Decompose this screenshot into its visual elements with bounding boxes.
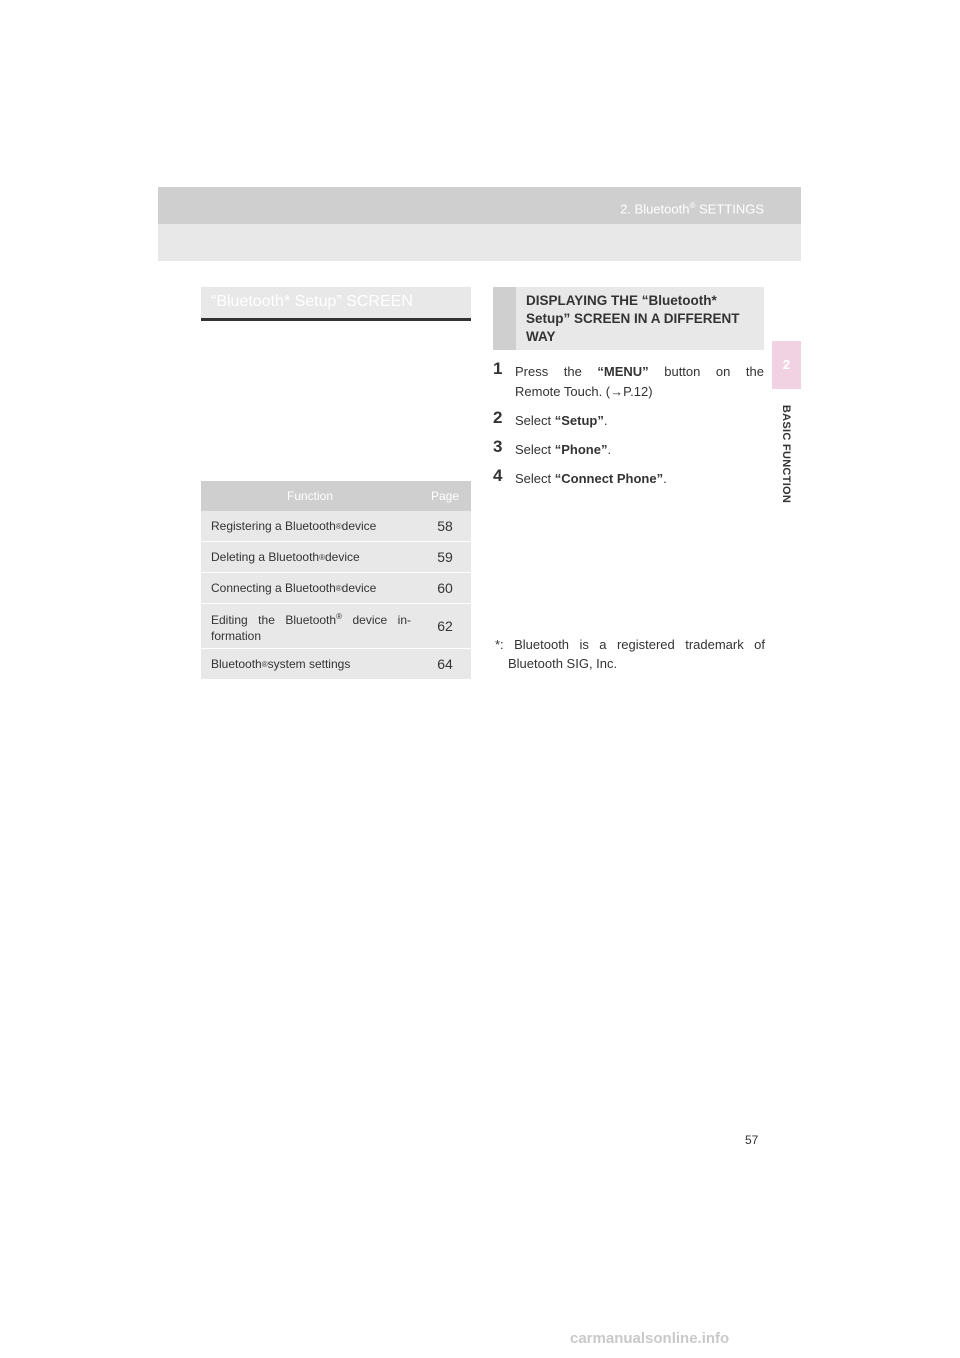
table-header	[201, 481, 471, 511]
step-item: 3 Select “Phone”.	[493, 437, 612, 457]
step-number: 4	[493, 466, 503, 485]
step-list	[493, 359, 765, 498]
page-cell: 62	[437, 618, 453, 634]
page-cell: 60	[437, 580, 453, 596]
section-title: 2. Bluetooth® SETTINGS	[620, 201, 764, 217]
column-header-page: Page	[430, 489, 460, 503]
function-cell: Editing the Bluetooth® device in- formation	[211, 611, 411, 643]
section-heading-right	[493, 287, 764, 350]
page-number: 57	[745, 1133, 759, 1147]
chapter-number-tab: 2	[772, 341, 801, 389]
step-item: 2 Select “Setup”.	[493, 408, 608, 428]
function-cell: Connecting a Bluetooth ® device	[211, 581, 377, 595]
table-row	[201, 511, 471, 542]
page-cell: 59	[437, 549, 453, 565]
step-number: 1	[493, 359, 503, 378]
section-heading-right-text: DISPLAYING THE “Bluetooth* Setup” SCREEN IN A DIFFERENT WAY	[526, 293, 740, 344]
step-item: 1 Press the “MENU” button on the Remote Touch. (→P.12)	[493, 359, 765, 399]
table-row	[201, 542, 471, 573]
section-heading-left	[201, 287, 471, 321]
table-row	[201, 649, 471, 680]
section-heading-left-text: “Bluetooth* Setup” SCREEN	[211, 293, 413, 310]
chapter-label: BASIC FUNCTION	[780, 404, 792, 504]
step-item: 4 Select “Connect Phone”.	[493, 466, 667, 486]
page-cell: 64	[437, 656, 453, 672]
step-number: 3	[493, 437, 503, 456]
column-header-function: Function	[286, 489, 334, 503]
function-cell: Deleting a Bluetooth ® device	[211, 550, 360, 564]
table-row	[201, 604, 471, 649]
step-number: 2	[493, 408, 503, 427]
watermark: carmanualsonline.info	[570, 1330, 730, 1347]
header-subband	[158, 224, 801, 261]
function-cell: Bluetooth ® system settings	[211, 657, 351, 671]
function-table	[201, 481, 471, 680]
function-cell: Registering a Bluetooth ® device	[211, 519, 377, 533]
heading-accent-bar	[493, 287, 516, 350]
header-band	[158, 187, 801, 224]
page-cell: 58	[437, 518, 453, 534]
table-row	[201, 573, 471, 604]
trademark-footnote: *: Bluetooth is a registered trademark of Bluetooth SIG, Inc.	[495, 637, 765, 671]
